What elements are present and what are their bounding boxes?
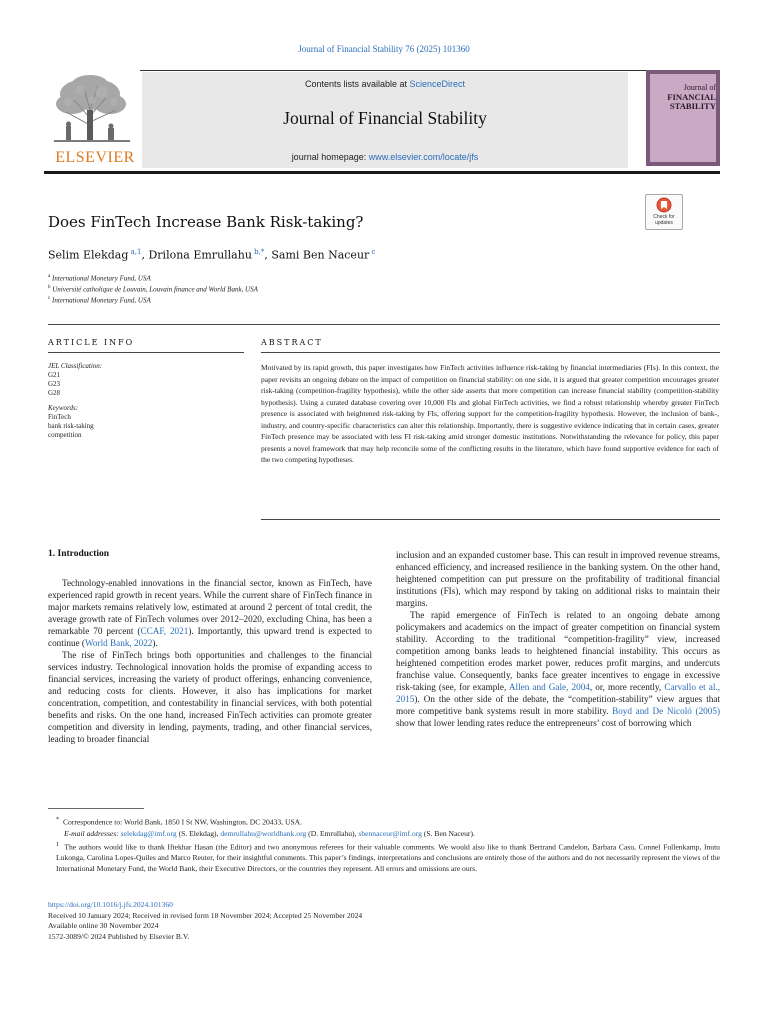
section-heading-introduction: 1. Introduction xyxy=(48,549,110,559)
received-dates: Received 10 January 2024; Received in revised form 18 November 2024; Accepted 25 November 2024 xyxy=(48,910,363,920)
text-run: Technology-enabled innovations in the financial sector, known as FinTech, have experienced rapid growth in recent years. While the current share of FinTech finance in major markets remains relatively low, estimated at around 2 percent of total credit, the average growth rate of FinTech volumes over 2012–2020, excluding China, has been a remarkable 70 percent ( xyxy=(48,578,372,636)
journal-cover-inner xyxy=(650,74,716,162)
online-date: Available online 30 November 2024 xyxy=(48,921,159,930)
citation-link[interactable]: World Bank, 2022 xyxy=(85,638,153,648)
citation-link[interactable]: Boyd and De Nicoló (2005) xyxy=(612,706,721,716)
email-link[interactable]: selekdag@imf.org xyxy=(120,828,177,838)
affiliation-text: International Monetary Fund, USA xyxy=(51,296,151,305)
elsevier-tree-icon xyxy=(44,70,140,148)
citation-link[interactable]: CCAF, 2021 xyxy=(140,626,189,636)
article-info-block xyxy=(48,362,238,440)
footnotes xyxy=(48,814,720,874)
journal-cover-text xyxy=(656,84,716,112)
article-info-heading: ARTICLE INFO xyxy=(48,338,135,347)
cover-line-3: STABILITY xyxy=(669,101,716,111)
author-list: Selim Elekdag $^{a,1}$, Drilona Emrullahu $^{b,*}$, Sami Ben Naceur $^c$ xyxy=(48,248,376,262)
contents-prefix: Contents lists available at xyxy=(304,79,410,89)
affiliation-key: a xyxy=(48,274,51,279)
footnote-marker: 1 xyxy=(56,840,60,848)
keyword: bank risk-taking xyxy=(48,422,94,430)
abstract-body: Motivated by its rapid growth, this paper investigates how FinTech activities influence risk-taking by financial intermediaries (FIs). In this context, the paper revisits an ongoing debate on the impact of competition on financial stability: on one side, it is argued that greater competition encourages greater risk-taking (competition-fragility hypothesis), while the other side asserts that more competition can increase financial stability (competition-stability hypothesis). Using a curated database covering over 10,000 FIs and global FinTech activities, we find a robust relationship whereby greater FinTech presence is associated with heightened risk-taking by FIs, offering support for the competition-fragility hypothesis. However, the inclusion of bank-, industry, and country-specific characteristics can alter this relationship. Importantly, there is suggestive evidence indicating that in certain cases, greater FinTech presence may be associated with less FI risk-taking amid stronger domestic institutions. Notwithstanding the relevance for policy, this paper presents a novel framework that may help reconcile some of the conflicting results in the literature, which have found supportive evidence for each of the two competing hypotheses. xyxy=(261,363,719,464)
journal-cover-image[interactable] xyxy=(646,70,720,166)
affiliation-c xyxy=(48,296,151,304)
jel-code: G28 xyxy=(48,389,61,397)
affiliation-key: b xyxy=(48,285,51,290)
text-run: The rapid emergence of FinTech is related to an ongoing debate among policymakers and academics on the impact of greater competition on financial system stability. According to the traditional “competition-fragility” view, increased competition among banks leads to heightened financial instability. This occurs as heightened competition erodes market power, reduces profit margins, and undercuts franchise value. Consequently, banks face greater incentives to engage in excessive risk-taking (see, for example, xyxy=(396,610,720,692)
check-updates-icon xyxy=(646,195,682,215)
right-column xyxy=(396,549,720,729)
email-link[interactable]: demrullahu@worldbank.org xyxy=(220,828,307,838)
email-owner: (S. Ben Naceur). xyxy=(421,828,475,838)
affiliation-text: International Monetary Fund, USA xyxy=(51,274,151,283)
footnote-rule xyxy=(48,808,144,809)
left-column xyxy=(48,577,372,745)
check-for-updates-button[interactable] xyxy=(645,194,683,230)
author-affiliation-marker[interactable]: b,* xyxy=(254,248,265,256)
author-name[interactable]: Sami Ben Naceur xyxy=(271,248,370,262)
email-owner: (S. Elekdag), xyxy=(176,828,221,838)
correspondence-footnote xyxy=(48,814,720,828)
affiliation-b xyxy=(48,285,258,293)
elsevier-logo xyxy=(44,70,140,170)
check-updates-line1: Check for xyxy=(653,214,675,220)
keyword: competition xyxy=(48,431,82,439)
email-owner: (D. Emrullahu), xyxy=(306,828,359,838)
author-affiliation-marker[interactable]: c xyxy=(371,248,376,256)
keywords-label: Keywords: xyxy=(48,404,79,412)
check-updates-line2: updates xyxy=(655,219,673,226)
copyright-line: 1572-3089/© 2024 Published by Elsevier B.V. xyxy=(48,931,190,941)
email-link[interactable]: sbennaceur@imf.org xyxy=(358,828,422,838)
sciencedirect-link[interactable]: ScienceDirect xyxy=(409,79,466,89)
citation-link[interactable]: Carvallo et al., 2015 xyxy=(396,682,720,704)
abstract-heading: ABSTRACT xyxy=(261,338,323,347)
article-info-rule xyxy=(48,352,244,353)
text-run: ). Importantly, this upward trend is expected to continue ( xyxy=(48,626,372,648)
intro-paragraph-2: The rise of FinTech brings both opportunities and challenges to the financial services industry. Technological innovation holds the promise of expanding access to financial services, increasing the variety of product offerings, enhancing convenience, and reducing costs for clients. However, it also has implications for market concentration, competition, and contestability in financial services, with both potential benefits and risks. On the one hand, increased FinTech activities can promote greater competition and diversity in lending, payments, trading, and other financial services, leading to broader financial xyxy=(48,650,372,744)
jel-label: JEL Classification: xyxy=(48,362,103,370)
journal-title: Journal of Financial Stability xyxy=(283,108,487,128)
citation-link[interactable]: Allen and Gale, 2004 xyxy=(508,682,590,692)
cover-line-1: Journal of xyxy=(683,83,716,92)
contents-available-line xyxy=(142,79,628,89)
acknowledgement-footnote xyxy=(48,839,720,875)
abstract-bottom-rule xyxy=(261,519,720,520)
email-footnote xyxy=(48,828,720,839)
cover-line-2: FINANCIAL xyxy=(667,91,716,102)
email-label: E-mail addresses: xyxy=(64,828,119,838)
elsevier-wordmark: ELSEVIER xyxy=(55,149,135,166)
author-name[interactable]: Selim Elekdag xyxy=(48,248,129,262)
abstract-rule xyxy=(261,352,720,353)
keyword: FinTech xyxy=(48,413,71,421)
author-name[interactable]: Drilona Emrullahu xyxy=(148,248,252,262)
journal-banner xyxy=(142,72,628,168)
intro-paragraph-2-continued: inclusion and an expanded customer base. This can result in improved revenue streams, enhanced efficiency, and increased resilience in the banking system. On the other hand, heightened competition can put pressure on the profitability of traditional financial institutions (FIs), which may respond by taking on additional risks to maintain their margins. xyxy=(396,550,720,608)
jel-code: G23 xyxy=(48,380,61,388)
correspondence-text: Correspondence to: World Bank, 1850 I St NW, Washington, DC 20433, USA. xyxy=(62,817,303,827)
divider xyxy=(48,324,720,325)
text-run: ). xyxy=(152,638,158,648)
journal-homepage-line xyxy=(142,152,628,162)
homepage-prefix: journal homepage: xyxy=(291,152,369,162)
check-updates-label xyxy=(646,215,682,226)
intro-paragraph-1 xyxy=(48,577,372,649)
acknowledgement-text: The authors would like to thank Iftekhar Hasan (the Editor) and two anonymous referees for their valuable comments. We would also like to thank Bertrand Candelon, Barbara Casu, Connel Fullenkamp, Inutu Lukonga, Carolina Lopes-Quiles and Marco Reuter, for their insightful comments. This paper’s findings, interpretations and conclusions are entirely those of the authors and do not necessarily represent the views of the International Monetary Fund, the World Bank, their Executive Directors, or the countries they represent. All errors and omissions are ours. xyxy=(56,842,720,874)
affiliation-key: c xyxy=(48,296,51,301)
intro-paragraph-3 xyxy=(396,609,720,729)
journal-homepage-link[interactable]: www.elsevier.com/locate/jfs xyxy=(368,152,479,162)
jel-code: G21 xyxy=(48,371,61,379)
affiliation-a xyxy=(48,274,151,282)
journal-header xyxy=(44,70,720,172)
text-run: ). On the other side of the debate, the “competition-stability” view argues that more competitive bank systems result in more stability. xyxy=(396,694,720,716)
affiliation-text: Université catholique de Louvain, Louvain finance and World Bank, USA xyxy=(52,285,258,294)
paper-title: Does FinTech Increase Bank Risk-taking? xyxy=(48,213,364,231)
journal-citation[interactable]: Journal of Financial Stability 76 (2025) 101360 xyxy=(298,44,470,54)
doi-link[interactable]: https://doi.org/10.1016/j.jfs.2024.101360 xyxy=(48,900,173,909)
text-run: , or, more recently, xyxy=(589,682,665,692)
footnote-marker: * xyxy=(56,816,60,823)
author-affiliation-marker[interactable]: a,1 xyxy=(130,248,142,256)
publication-info xyxy=(48,900,720,942)
header-bottom-rule xyxy=(44,171,720,174)
text-run: show that lower lending rates reduce the entrepreneurs’ cost of borrowing which xyxy=(396,718,692,728)
